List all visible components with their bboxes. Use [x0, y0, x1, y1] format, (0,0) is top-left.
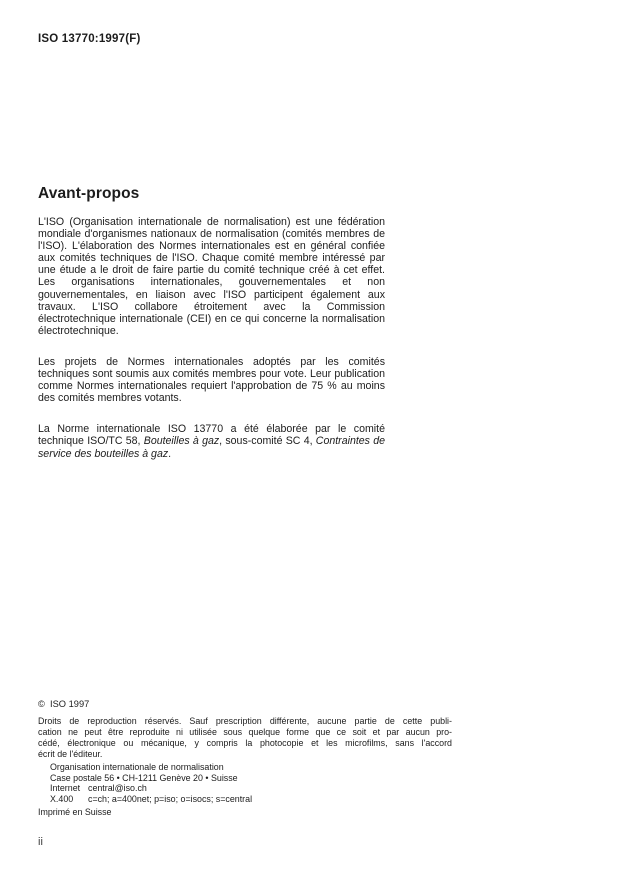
- paragraph-iso-description: L'ISO (Organisation internationale de normalisation) est une fédération mondiale d'organismes nationaux de normalisation (comités membres de l'ISO). L'élaboration des Normes internationales est en général confiée aux comités techniques de l'ISO. Chaque comité membre intéressé par une étude a le droit de faire partie du comité technique créé à cet effet. Les organisations internationales, gouvernementales et non gouvernementales, en liaison avec l'ISO participent également aux travaux. L'ISO collabore étroitement avec la Commission électrotechnique internationale (CEI) en ce qui concerne la normalisation électrotechnique.: [38, 216, 385, 337]
- body-text-column: [38, 216, 385, 460]
- x400-row: [50, 794, 452, 805]
- copyright-notice: © ISO 1997: [38, 699, 90, 709]
- paragraph-voting-rules: Les projets de Normes internationales adoptés par les comités techniques sont soumis aux comités membres pour vote. Leur publication comme Normes internationales requiert l'approbation de 75 % au moins des comités membres votants.: [38, 355, 385, 405]
- committee-text-after: .: [168, 447, 172, 460]
- committee-text-middle: , sous-comité SC 4,: [219, 435, 316, 448]
- subcommittee-name-italic: Contraintes de service des bouteilles à gaz: [38, 435, 386, 460]
- copyright-block: [38, 699, 452, 818]
- document-reference: ISO 13770:1997(F): [38, 33, 141, 45]
- publisher-address: Case postale 56 • CH-1211 Genève 20 • Suisse: [50, 772, 238, 783]
- rights-line: écrit de l'éditeur.: [38, 748, 103, 759]
- paragraph-committee: [38, 423, 385, 459]
- internet-value: central@iso.ch: [88, 783, 147, 794]
- internet-label: Internet: [50, 783, 81, 794]
- page-number: ii: [38, 836, 43, 848]
- rights-line: cation ne peut être reproduite ni utilisée sous quelque forme que ce soit et par aucun pro-: [38, 726, 452, 737]
- x400-label: X.400: [50, 794, 74, 805]
- section-heading: Avant-propos: [38, 185, 140, 202]
- x400-value: c=ch; a=400net; p=iso; o=isocs; s=central: [88, 794, 253, 805]
- rights-line: Droits de reproduction réservés. Sauf prescription différente, aucune partie de cette publi-: [38, 716, 452, 726]
- committee-text-before: La Norme internationale ISO 13770 a été élaborée par le comité technique ISO/TC 58,: [38, 423, 385, 448]
- rights-line: cédé, électronique ou mécanique, y compris la photocopie et les microfilms, sans l'accord: [38, 737, 452, 748]
- printed-in-statement: Imprimé en Suisse: [38, 807, 112, 818]
- internet-row: [50, 783, 452, 794]
- publisher-name: Organisation internationale de normalisation: [50, 761, 224, 772]
- rights-statement: [38, 716, 452, 760]
- publisher-address-block: [50, 762, 452, 806]
- committee-name-italic: Bouteilles à gaz: [143, 435, 220, 448]
